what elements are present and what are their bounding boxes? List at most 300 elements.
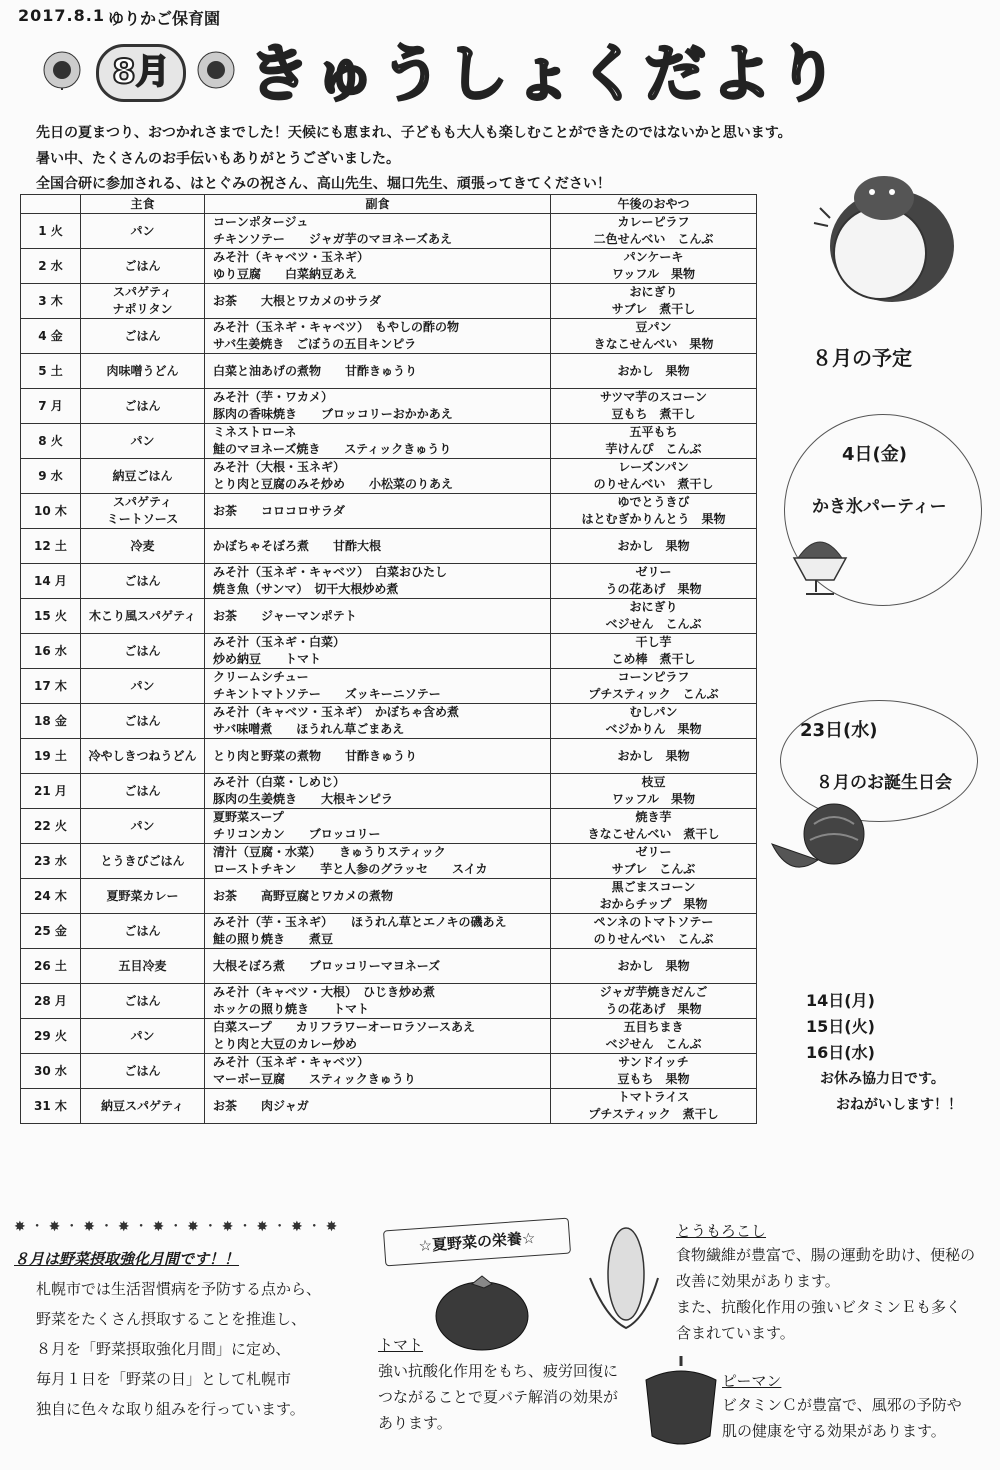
- menu-day: 7 月: [21, 389, 81, 424]
- menu-side-line: お茶 肉ジャガ: [213, 1098, 309, 1113]
- header-main: 主食: [81, 195, 205, 214]
- menu-main-line: ごはん: [124, 783, 161, 798]
- menu-row: [21, 914, 757, 949]
- header-side: 副食: [205, 195, 551, 214]
- menu-snack-line: ゼリー: [635, 845, 672, 859]
- menu-snack-line: 焼き芋: [635, 810, 672, 824]
- menu-side-line: みそ汁（芋・ワカメ）: [213, 390, 334, 404]
- menu-main-line: 納豆スパゲティ: [100, 1098, 185, 1113]
- menu-snack-line: 豆もち 煮干し: [611, 407, 696, 421]
- menu-row: [21, 739, 757, 774]
- menu-row: [21, 669, 757, 704]
- menu-snack-line: 干し芋: [635, 635, 672, 649]
- menu-side-line: ゆり豆腐 白菜納豆あえ: [213, 267, 358, 281]
- menu-snack: [551, 774, 757, 809]
- menu-side-line: 豚肉の香味焼き ブロッコリーおかかあえ: [213, 407, 453, 421]
- menu-snack-line: 黒ごまスコーン: [611, 880, 696, 894]
- menu-row: [21, 389, 757, 424]
- menu-snack-line: ベジかりん 果物: [605, 722, 702, 736]
- menu-side-line: 鮭の照り焼き 煮豆: [213, 932, 334, 946]
- menu-main-dish: [81, 809, 205, 844]
- menu-side-dish: [205, 774, 551, 809]
- menu-snack: [551, 249, 757, 284]
- event2-date: 23日(水): [800, 720, 878, 741]
- menu-side-dish: [205, 704, 551, 739]
- menu-side-line: ホッケの照り焼き トマト: [213, 1002, 370, 1016]
- menu-main-line: 夏野菜カレー: [106, 888, 179, 903]
- event1-name: かき氷パーティー: [812, 497, 947, 517]
- menu-main-line: パン: [130, 223, 155, 238]
- menu-main-dish: [81, 249, 205, 284]
- month-badge: 8月: [96, 44, 186, 102]
- menu-main-line: ごはん: [124, 923, 161, 938]
- corn-title: とうもろこし: [676, 1222, 767, 1240]
- menu-snack: [551, 494, 757, 529]
- menu-side-line: とり肉と豆腐のみそ炒め 小松菜のりあえ: [213, 477, 454, 491]
- menu-side-line: みそ汁（キャベツ・玉ネギ） かぼちゃ含め煮: [213, 705, 460, 719]
- menu-main-line: ミートソース: [106, 512, 179, 526]
- header-snack: 午後のおやつ: [551, 195, 757, 214]
- menu-main-dish: [81, 704, 205, 739]
- menu-main-dish: [81, 1054, 205, 1089]
- menu-snack-line: おかし 果物: [617, 748, 690, 763]
- menu-side-line: みそ汁（玉ネギ・キャベツ） もやしの酢の物: [213, 320, 460, 334]
- menu-snack-line: サブレ こんぶ: [611, 862, 696, 876]
- menu-side-line: みそ汁（大根・玉ネギ）: [213, 460, 346, 474]
- menu-snack-line: おにぎり: [629, 285, 678, 299]
- menu-snack: [551, 1019, 757, 1054]
- menu-snack: [551, 389, 757, 424]
- menu-side-line: かぼちゃそぼろ煮 甘酢大根: [213, 538, 382, 553]
- menu-snack: [551, 599, 757, 634]
- tomato-line: あります。: [378, 1414, 452, 1432]
- menu-row: [21, 809, 757, 844]
- menu-side-dish: [205, 669, 551, 704]
- menu-row: [21, 1019, 757, 1054]
- menu-row: [21, 249, 757, 284]
- menu-main-line: ごはん: [124, 643, 161, 658]
- menu-day: 25 金: [21, 914, 81, 949]
- menu-main-line: ごはん: [124, 398, 161, 413]
- menu-side-line: みそ汁（キャベツ・大根） ひじき炒め煮: [213, 985, 436, 999]
- menu-snack-line: のりせんべい 煮干し: [593, 477, 714, 491]
- menu-side-dish: [205, 634, 551, 669]
- menu-day: 29 火: [21, 1019, 81, 1054]
- newsletter-date: 2017.8.1: [18, 6, 105, 25]
- nutrition-banner: ☆夏野菜の栄養☆: [383, 1218, 571, 1267]
- header-day: [21, 195, 81, 214]
- tomato-icon: [432, 1268, 532, 1352]
- menu-side-line: お茶 コロコロサラダ: [213, 503, 345, 518]
- menu-snack-line: トマトライス: [617, 1090, 690, 1104]
- menu-side-dish: [205, 914, 551, 949]
- menu-side-line: 白菜スープ カリフラワーオーロラソースあえ: [213, 1020, 475, 1034]
- menu-day: 16 水: [21, 634, 81, 669]
- veggie-month-line: 札幌市では生活習慣病を予防する点から、: [36, 1280, 322, 1298]
- menu-day: 2 水: [21, 249, 81, 284]
- menu-main-line: パン: [130, 433, 155, 448]
- menu-side-line: チキンソテー ジャガ芋のマヨネーズあえ: [213, 232, 453, 246]
- menu-side-line: サバ生姜焼き ごぼうの五目キンピラ: [213, 337, 417, 351]
- menu-snack-line: 豆パン: [635, 320, 672, 334]
- menu-snack-line: サツマ芋のスコーン: [599, 390, 708, 404]
- menu-main-dish: [81, 424, 205, 459]
- menu-snack: [551, 459, 757, 494]
- menu-snack-line: うの花あげ 果物: [605, 582, 702, 596]
- menu-side-dish: [205, 284, 551, 319]
- menu-main-line: 冷やしきつねうどん: [88, 748, 197, 763]
- menu-snack-line: カレーピラフ: [617, 215, 690, 229]
- menu-snack-line: ジャガ芋焼きだんご: [599, 985, 708, 999]
- corn-line: 食物繊維が豊富で、腸の運動を助け、便秘の: [676, 1246, 976, 1264]
- menu-day: 17 木: [21, 669, 81, 704]
- menu-snack: [551, 634, 757, 669]
- menu-row: [21, 529, 757, 564]
- menu-main-line: ごはん: [124, 993, 161, 1008]
- menu-snack: [551, 319, 757, 354]
- menu-row: [21, 844, 757, 879]
- dot-border: ✸ ・ ✸ ・ ✸ ・ ✸ ・ ✸ ・ ✸ ・ ✸ ・ ✸ ・ ✸ ・ ✸: [14, 1219, 338, 1235]
- menu-snack: [551, 214, 757, 249]
- menu-side-line: ローストチキン 芋と人参のグラッセ スイカ: [213, 862, 488, 876]
- menu-main-dish: [81, 354, 205, 389]
- menu-side-dish: [205, 424, 551, 459]
- menu-side-dish: [205, 739, 551, 774]
- menu-snack: [551, 529, 757, 564]
- menu-side-dish: [205, 529, 551, 564]
- menu-day: 5 土: [21, 354, 81, 389]
- penguin-icon: [800, 168, 970, 308]
- menu-main-line: スパゲティ: [112, 285, 173, 299]
- menu-side-line: コーンポタージュ: [213, 215, 309, 229]
- veggie-month-line: 毎月１日を「野菜の日」として札幌市: [36, 1370, 292, 1388]
- menu-main-dish: [81, 1019, 205, 1054]
- corn-line: 含まれています。: [676, 1324, 795, 1342]
- menu-snack-line: プチスティック こんぶ: [588, 687, 719, 701]
- menu-side-line: 白菜と油あげの煮物 甘酢きゅうり: [213, 363, 418, 378]
- menu-snack-line: ベジせん こんぶ: [605, 617, 702, 631]
- menu-side-line: お茶 ジャーマンポテト: [213, 608, 357, 623]
- menu-main-line: パン: [130, 818, 155, 833]
- menu-main-dish: [81, 634, 205, 669]
- menu-side-dish: [205, 844, 551, 879]
- menu-snack-line: おからチップ 果物: [599, 897, 708, 911]
- intro-line: 全国合研に参加される、はとぐみの祝さん、高山先生、堀口先生、頑張ってきてください！: [36, 176, 611, 192]
- menu-snack-line: サンドイッチ: [618, 1055, 689, 1069]
- menu-row: [21, 214, 757, 249]
- menu-side-line: 大根そぼろ煮 ブロッコリーマヨネーズ: [213, 958, 441, 973]
- menu-row: [21, 564, 757, 599]
- menu-snack: [551, 844, 757, 879]
- menu-day: 10 木: [21, 494, 81, 529]
- menu-side-dish: [205, 389, 551, 424]
- menu-day: 30 水: [21, 1054, 81, 1089]
- menu-main-line: ナポリタン: [112, 302, 173, 316]
- menu-day: 28 月: [21, 984, 81, 1019]
- menu-main-dish: [81, 214, 205, 249]
- menu-main-line: スパゲティ: [112, 495, 173, 509]
- menu-day: 14 月: [21, 564, 81, 599]
- menu-snack: [551, 284, 757, 319]
- menu-side-line: みそ汁（白菜・しめじ）: [213, 775, 346, 789]
- menu-side-line: みそ汁（キャベツ・玉ネギ）: [213, 250, 370, 264]
- menu-row: [21, 879, 757, 914]
- menu-row: [21, 774, 757, 809]
- menu-snack: [551, 704, 757, 739]
- menu-side-line: みそ汁（玉ネギ・白菜）: [213, 635, 346, 649]
- watermelon-icon: [770, 800, 870, 880]
- menu-snack-line: コーンピラフ: [617, 670, 690, 684]
- veggie-month-line: 独自に色々な取り組みを行っています。: [36, 1400, 305, 1418]
- menu-side-line: お茶 大根とワカメのサラダ: [213, 293, 381, 308]
- corn-line: 改善に効果があります。: [676, 1272, 840, 1290]
- menu-side-line: とり肉と大豆のカレー炒め: [213, 1037, 358, 1051]
- menu-side-dish: [205, 984, 551, 1019]
- menu-main-line: とうきびごはん: [100, 853, 185, 868]
- menu-row: [21, 1054, 757, 1089]
- menu-side-line: サバ味噌煮 ほうれん草ごまあえ: [213, 722, 405, 736]
- menu-row: [21, 459, 757, 494]
- pepper-title: ピーマン: [722, 1372, 782, 1390]
- menu-side-dish: [205, 564, 551, 599]
- menu-day: 15 火: [21, 599, 81, 634]
- menu-day: 23 水: [21, 844, 81, 879]
- menu-snack-line: ペンネのトマトソテー: [593, 915, 714, 929]
- menu-main-line: ごはん: [124, 573, 161, 588]
- menu-side-dish: [205, 459, 551, 494]
- school-name: ゆりかご保育園: [108, 9, 221, 28]
- menu-snack-line: むしパン: [629, 705, 678, 719]
- menu-main-dish: [81, 389, 205, 424]
- menu-snack: [551, 914, 757, 949]
- menu-day: 8 火: [21, 424, 81, 459]
- menu-side-dish: [205, 949, 551, 984]
- menu-snack-line: プチスティック 煮干し: [588, 1107, 719, 1121]
- menu-snack-line: はとむぎかりんとう 果物: [581, 512, 726, 526]
- menu-side-line: チキントマトソテー ズッキーニソテー: [213, 687, 441, 701]
- menu-side-dish: [205, 249, 551, 284]
- menu-main-dish: [81, 844, 205, 879]
- menu-snack-line: おかし 果物: [617, 538, 690, 553]
- event1-date: 4日(金): [842, 444, 907, 465]
- menu-side-line: 鮭のマヨネーズ焼き スティックきゅうり: [213, 442, 452, 456]
- menu-main-line: 納豆ごはん: [112, 468, 173, 483]
- menu-snack-line: 五平もち: [629, 425, 678, 439]
- menu-day: 9 水: [21, 459, 81, 494]
- tomato-title: トマト: [378, 1336, 424, 1354]
- pepper-line: ビタミンＣが豊富で、風邪の予防や: [722, 1396, 962, 1414]
- menu-snack-line: ゼリー: [635, 565, 672, 579]
- sunflower-icon: [196, 50, 236, 90]
- menu-main-line: ごはん: [124, 713, 161, 728]
- menu-main-dish: [81, 599, 205, 634]
- shaved-ice-icon: [790, 530, 850, 600]
- menu-snack-line: おにぎり: [629, 600, 678, 614]
- menu-main-line: パン: [130, 678, 155, 693]
- veggie-month-line: 野菜をたくさん摂取することを推進し、: [36, 1310, 307, 1328]
- tomato-line: 強い抗酸化作用をもち、疲労回復に: [378, 1362, 619, 1380]
- menu-snack: [551, 1089, 757, 1124]
- menu-main-line: パン: [130, 1028, 155, 1043]
- menu-snack-line: パンケーキ: [623, 250, 684, 264]
- menu-row: [21, 319, 757, 354]
- menu-side-line: クリームシチュー: [213, 670, 309, 684]
- menu-main-dish: [81, 984, 205, 1019]
- menu-side-dish: [205, 494, 551, 529]
- menu-snack-line: おかし 果物: [617, 363, 690, 378]
- menu-snack-line: うの花あげ 果物: [605, 1002, 702, 1016]
- menu-row: [21, 284, 757, 319]
- menu-header-row: [21, 195, 757, 214]
- schedule-title: ８月の予定: [812, 346, 912, 370]
- menu-main-dish: [81, 914, 205, 949]
- menu-day: 19 土: [21, 739, 81, 774]
- menu-day: 22 火: [21, 809, 81, 844]
- menu-row: [21, 984, 757, 1019]
- menu-side-line: みそ汁（芋・玉ネギ） ほうれん草とエノキの磯あえ: [213, 915, 507, 929]
- menu-row: [21, 494, 757, 529]
- menu-side-line: 清汁（豆腐・水菜） きゅうりスティック: [213, 845, 446, 859]
- menu-row: [21, 949, 757, 984]
- menu-side-dish: [205, 319, 551, 354]
- menu-side-line: 夏野菜スープ: [213, 810, 284, 824]
- menu-snack: [551, 984, 757, 1019]
- menu-table: [20, 194, 757, 1124]
- menu-main-line: 冷麦: [130, 538, 155, 553]
- pepper-line: 肌の健康を守る効果があります。: [722, 1422, 946, 1440]
- sunflower-icon: [42, 50, 82, 90]
- page-title: きゅうしょくだより: [248, 37, 843, 110]
- menu-snack-line: きなこせんべい 果物: [593, 337, 714, 351]
- menu-day: 18 金: [21, 704, 81, 739]
- menu-side-line: 炒め納豆 トマト: [213, 652, 322, 666]
- menu-day: 24 木: [21, 879, 81, 914]
- menu-day: 4 金: [21, 319, 81, 354]
- menu-main-line: 五目冷麦: [118, 958, 167, 973]
- menu-row: [21, 1089, 757, 1124]
- intro-line: 先日の夏まつり、おつかれさまでした！天候にも恵まれ、子どもも大人も楽しむことができたのではないかと思います。: [36, 125, 792, 141]
- menu-main-dish: [81, 494, 205, 529]
- menu-main-dish: [81, 669, 205, 704]
- menu-main-dish: [81, 1089, 205, 1124]
- menu-snack-line: 豆もち 果物: [617, 1072, 690, 1086]
- menu-snack-line: 二色せんべい こんぶ: [593, 232, 714, 246]
- menu-main-line: 木こり風スパゲティ: [88, 608, 197, 623]
- menu-side-dish: [205, 354, 551, 389]
- menu-snack: [551, 879, 757, 914]
- menu-side-dish: [205, 1054, 551, 1089]
- menu-row: [21, 424, 757, 459]
- menu-main-line: ごはん: [124, 328, 161, 343]
- menu-main-line: ごはん: [124, 1063, 161, 1078]
- menu-snack: [551, 949, 757, 984]
- holiday-note: お休み協力日です。: [820, 1071, 945, 1087]
- menu-row: [21, 634, 757, 669]
- menu-side-dish: [205, 214, 551, 249]
- menu-day: 26 土: [21, 949, 81, 984]
- menu-main-dish: [81, 949, 205, 984]
- menu-day: 31 木: [21, 1089, 81, 1124]
- menu-main-line: ごはん: [124, 258, 161, 273]
- menu-main-dish: [81, 564, 205, 599]
- menu-side-line: マーボー豆腐 スティックきゅうり: [213, 1072, 416, 1086]
- menu-snack-line: レーズンパン: [618, 460, 689, 474]
- menu-day: 1 火: [21, 214, 81, 249]
- menu-row: [21, 704, 757, 739]
- menu-snack-line: 芋けんぴ こんぶ: [605, 442, 702, 456]
- menu-side-dish: [205, 1019, 551, 1054]
- menu-main-dish: [81, 529, 205, 564]
- menu-snack-line: おかし 果物: [617, 958, 690, 973]
- menu-main-dish: [81, 459, 205, 494]
- menu-side-dish: [205, 879, 551, 914]
- menu-side-line: ミネストローネ: [213, 425, 297, 439]
- menu-main-dish: [81, 284, 205, 319]
- tomato-line: つながることで夏バテ解消の効果が: [378, 1388, 619, 1406]
- menu-row: [21, 354, 757, 389]
- menu-side-line: チリコンカン ブロッコリー: [213, 827, 381, 841]
- veggie-month-line: ８月を「野菜摂取強化月間」に定め、: [36, 1340, 291, 1358]
- veggie-month-heading: ８月は野菜摂取強化月間です！！: [14, 1250, 240, 1268]
- menu-main-line: 肉味噌うどん: [106, 363, 179, 378]
- menu-side-line: お茶 高野豆腐とワカメの煮物: [213, 888, 394, 903]
- menu-snack: [551, 354, 757, 389]
- menu-main-dish: [81, 774, 205, 809]
- menu-side-dish: [205, 809, 551, 844]
- menu-side-dish: [205, 1089, 551, 1124]
- menu-snack-line: ワッフル 果物: [612, 792, 695, 806]
- menu-snack-line: 五目ちまき: [623, 1020, 684, 1034]
- menu-day: 21 月: [21, 774, 81, 809]
- holiday-note: おねがいします！！: [836, 1097, 962, 1113]
- holiday-date: 16日(水): [806, 1043, 875, 1062]
- menu-snack: [551, 1054, 757, 1089]
- menu-day: 3 木: [21, 284, 81, 319]
- menu-snack-line: のりせんべい こんぶ: [593, 932, 714, 946]
- menu-snack: [551, 739, 757, 774]
- menu-side-dish: [205, 599, 551, 634]
- menu-snack-line: ワッフル 果物: [612, 267, 695, 281]
- menu-snack-line: こめ棒 煮干し: [611, 652, 696, 666]
- menu-snack-line: ベジせん こんぶ: [605, 1037, 702, 1051]
- menu-side-line: とり肉と野菜の煮物 甘酢きゅうり: [213, 748, 418, 763]
- menu-snack-line: ゆでとうきび: [617, 495, 690, 509]
- menu-row: [21, 599, 757, 634]
- menu-side-line: 焼き魚（サンマ） 切干大根炒め煮: [213, 582, 399, 596]
- event2-name: ８月のお誕生日会: [816, 773, 952, 793]
- corn-line: また、抗酸化作用の強いビタミンＥも多く: [676, 1298, 962, 1316]
- menu-snack-line: きなこせんべい 煮干し: [587, 827, 720, 841]
- menu-snack: [551, 809, 757, 844]
- menu-snack: [551, 424, 757, 459]
- menu-main-dish: [81, 319, 205, 354]
- holiday-date: 14日(月): [806, 991, 875, 1010]
- menu-snack-line: サブレ 煮干し: [611, 302, 696, 316]
- menu-side-line: 豚肉の生姜焼き 大根キンピラ: [213, 792, 393, 806]
- menu-day: 12 土: [21, 529, 81, 564]
- menu-snack-line: 枝豆: [641, 775, 666, 789]
- menu-main-dish: [81, 739, 205, 774]
- intro-line: 暑い中、たくさんのお手伝いもありがとうございました。: [36, 151, 400, 167]
- corn-icon: [586, 1218, 662, 1338]
- menu-snack: [551, 564, 757, 599]
- pepper-icon: [636, 1356, 726, 1452]
- menu-side-line: みそ汁（玉ネギ・キャベツ）: [213, 1055, 370, 1069]
- holiday-date: 15日(火): [806, 1017, 875, 1036]
- menu-snack: [551, 669, 757, 704]
- menu-main-dish: [81, 879, 205, 914]
- menu-side-line: みそ汁（玉ネギ・キャベツ） 白菜おひたし: [213, 565, 448, 579]
